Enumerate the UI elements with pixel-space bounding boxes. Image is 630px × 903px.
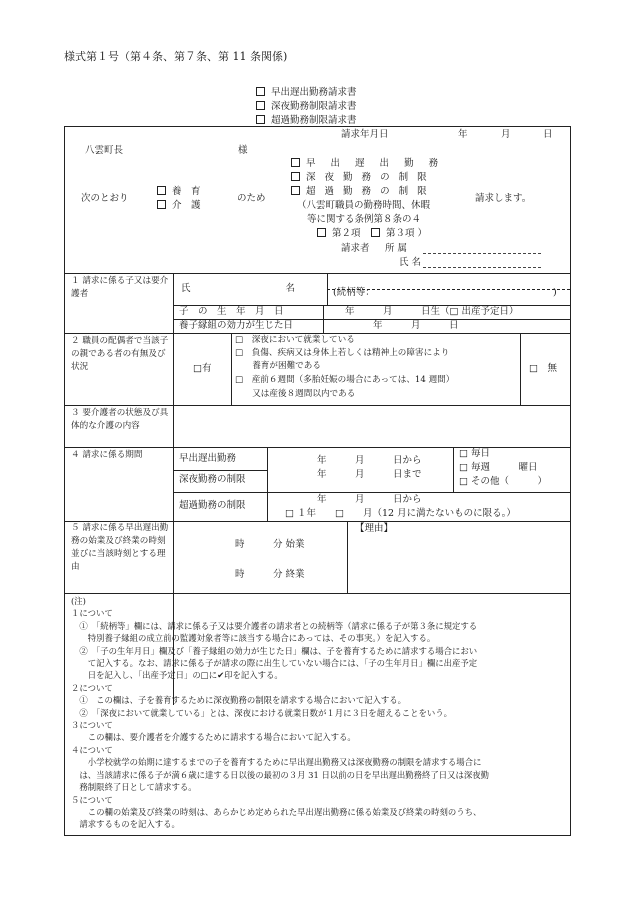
note-line: 日を記入し、「出産予定日」の□に✔印を記入する。 [71, 670, 283, 681]
divider [453, 447, 454, 492]
checkbox[interactable] [291, 158, 300, 167]
divider [65, 593, 570, 594]
divider [267, 447, 268, 521]
divider [231, 333, 232, 405]
note-line: ② 「子の生年月日」欄及び「養子縁組の効力が生じた日」欄は、子を養育するために請求する場合におい [71, 645, 478, 656]
checkbox[interactable] [291, 186, 300, 195]
check-label: 早出遅出勤務請求書 [271, 87, 357, 98]
spouse-yes[interactable]: □有 [193, 363, 212, 374]
note-line: 小学校就学の始期に達するまでの子を養育するために早出遅出勤務又は深夜勤務の制限を請求する場合に [71, 757, 482, 768]
note-line: 務制限終了日として請求する。 [71, 782, 197, 793]
relation-close: ) [553, 287, 557, 298]
adoption-value[interactable]: 年 月 日 [373, 320, 459, 331]
spouse-no[interactable]: □ 無 [529, 363, 557, 374]
section5-label: ５ 請求に係る早出遅出勤務の始業及び終業の時刻並びに当該時刻とする理由 [71, 523, 169, 572]
period-from[interactable]: 年 月 日から [317, 455, 422, 466]
note-line: て記入する。なお、請求に係る子が請求の際に出生していない場合には、「子の生年月日」欄に出産予定 [71, 658, 478, 669]
requester-label: 請求者 [341, 243, 370, 254]
ordinance-line2: 等に関する条例第８条の４ [307, 214, 422, 225]
note-line: 請求するものを記入する。 [71, 819, 180, 830]
checkbox[interactable] [291, 172, 300, 181]
checkbox[interactable] [157, 200, 166, 209]
reason-label: 【理由】 [355, 523, 394, 534]
request-type-checklist [256, 86, 357, 128]
period-kind-night: 深夜勤務の制限 [179, 474, 246, 485]
addressee: 八雲町長 [85, 145, 124, 156]
divider [327, 289, 570, 290]
checkbox[interactable] [256, 115, 265, 124]
divider [65, 405, 570, 406]
date-year: 年 [458, 129, 468, 140]
name-field[interactable] [423, 267, 541, 268]
form-id: 様式第１号（第４条、第７条、第 11 条関係) [64, 50, 288, 63]
check-row[interactable] [256, 86, 357, 100]
paragraph-3[interactable]: 第３項 ） [371, 228, 427, 240]
affiliation-field[interactable] [423, 253, 541, 254]
adoption-label: 養子縁組の効力が生じた日 [179, 320, 294, 331]
paragraph-2[interactable]: 第２項 [317, 228, 361, 240]
checkbox[interactable] [256, 101, 265, 110]
ordinance-line1: （八雲町職員の勤務時間、休暇 [297, 200, 431, 211]
section3-label: ３ 要介護者の状態及び具体的な介護の内容 [71, 408, 169, 431]
divider [65, 447, 570, 448]
note-line: ３について [71, 720, 113, 731]
spouse-condition[interactable]: □ 負傷、疾病又は身体上若しくは精神上の障害により [235, 348, 450, 358]
section1-label: １ 請求に係る子又は要介護者 [71, 276, 169, 299]
start-time[interactable]: 時 分 始業 [235, 539, 305, 550]
kind-night-limit[interactable]: 深 夜 勤 務 の 制 限 [291, 172, 430, 184]
intro-text: 次のとおり [81, 193, 129, 204]
divider [347, 521, 348, 593]
request-form [64, 126, 571, 836]
spouse-condition: 又は産後８週間以内である [235, 389, 356, 399]
kind-overtime-limit[interactable]: 超 過 勤 務 の 制 限 [291, 186, 430, 198]
relation-label: (続柄等： [333, 287, 375, 298]
note-line: この欄は、要介護者を介護するために請求する場合において記入する。 [71, 732, 356, 743]
notes [71, 595, 569, 831]
note-line: １について [71, 608, 113, 619]
section2-label: ２ 職員の配偶者で当該子の親である者の有無及び状況 [71, 336, 169, 372]
tame-text: のため [237, 193, 266, 204]
purpose-nursing[interactable]: 介 護 [157, 200, 201, 212]
affiliation-label: 所 属 [385, 243, 408, 254]
section4-label: ４ 請求に係る期間 [71, 450, 143, 460]
check-label: 超過勤務制限請求書 [271, 115, 357, 126]
divider [520, 333, 521, 405]
note-line: ５について [71, 794, 113, 805]
overtime-period[interactable]: □ １年 □ 月（12 月に満たないものに限る。） [285, 508, 516, 519]
note-line: は、当該請求に係る子が満６歳に達する日以後の最初の３月 31 日以前の日を早出遅出勤務終了日又は深夜勤 [71, 769, 489, 780]
spouse-condition[interactable]: □ 産前６週間（多胎妊娠の場合にあっては、14 週間） [235, 375, 455, 385]
spouse-condition: 養育が困難である [235, 361, 321, 371]
checkbox[interactable] [157, 186, 166, 195]
check-row[interactable] [256, 100, 357, 114]
period-kind-early-late: 早出遅出勤務 [179, 453, 237, 464]
name-label: 氏 名 [181, 283, 296, 294]
checkbox[interactable] [317, 228, 326, 237]
note-line: ② 「深夜において就業している」とは、深夜における就業日数が１月に３日を超えることをいう。 [71, 707, 453, 718]
note-line: 特別養子縁組の成立前の監護対象者等に該当する場合にあっては、その事実。）を記入する。 [71, 633, 436, 644]
freq-weekly[interactable]: □ 毎週 曜日 [459, 462, 538, 473]
dob-label: 子 の 生 年 月 日 [179, 306, 284, 317]
note-line: ① この欄は、子を養育するために深夜勤務の制限を請求する場合において記入する。 [71, 695, 406, 706]
checkbox[interactable] [256, 87, 265, 96]
note-line: この欄の始業及び終業の時刻は、あらかじめ定められた早出遅出勤務に係る始業及び終業の時刻のうち、 [71, 806, 482, 817]
divider [173, 492, 570, 493]
kind-early-late[interactable]: 早 出 遅 出 勤 務 [291, 158, 444, 170]
divider [173, 470, 267, 471]
divider [65, 273, 570, 274]
end-time[interactable]: 時 分 終業 [235, 569, 305, 580]
period-to[interactable]: 年 月 日まで [317, 469, 422, 480]
dob-value[interactable]: 年 月 日生（□ 出産予定日） [345, 306, 519, 317]
note-line: ① 「続柄等」欄には、請求に係る子又は要介護者の請求者との続柄等（請求に係る子が第３条に規定する [71, 620, 478, 631]
purpose-childcare[interactable]: 養 育 [157, 186, 201, 198]
overtime-from[interactable]: 年 月 日から [317, 494, 422, 505]
request-date-label: 請求年月日 [341, 129, 389, 140]
freq-daily[interactable]: □ 毎日 [459, 448, 490, 459]
check-label: 深夜勤務制限請求書 [271, 101, 357, 112]
spouse-condition[interactable]: □ 深夜において就業している [235, 335, 355, 345]
note-line: ２について [71, 682, 113, 693]
period-kind-overtime: 超過勤務の制限 [179, 500, 246, 511]
checkbox[interactable] [371, 228, 380, 237]
freq-other[interactable]: □ その他（ ） [459, 476, 547, 487]
notes-title: (注) [71, 596, 86, 606]
addressee-honorific: 様 [238, 145, 248, 156]
seikyu-text: 請求します。 [475, 193, 532, 204]
date-day: 日 [543, 129, 553, 140]
note-line: ４について [71, 744, 113, 755]
date-month: 月 [501, 129, 511, 140]
name-label: 氏 名 [399, 257, 422, 268]
